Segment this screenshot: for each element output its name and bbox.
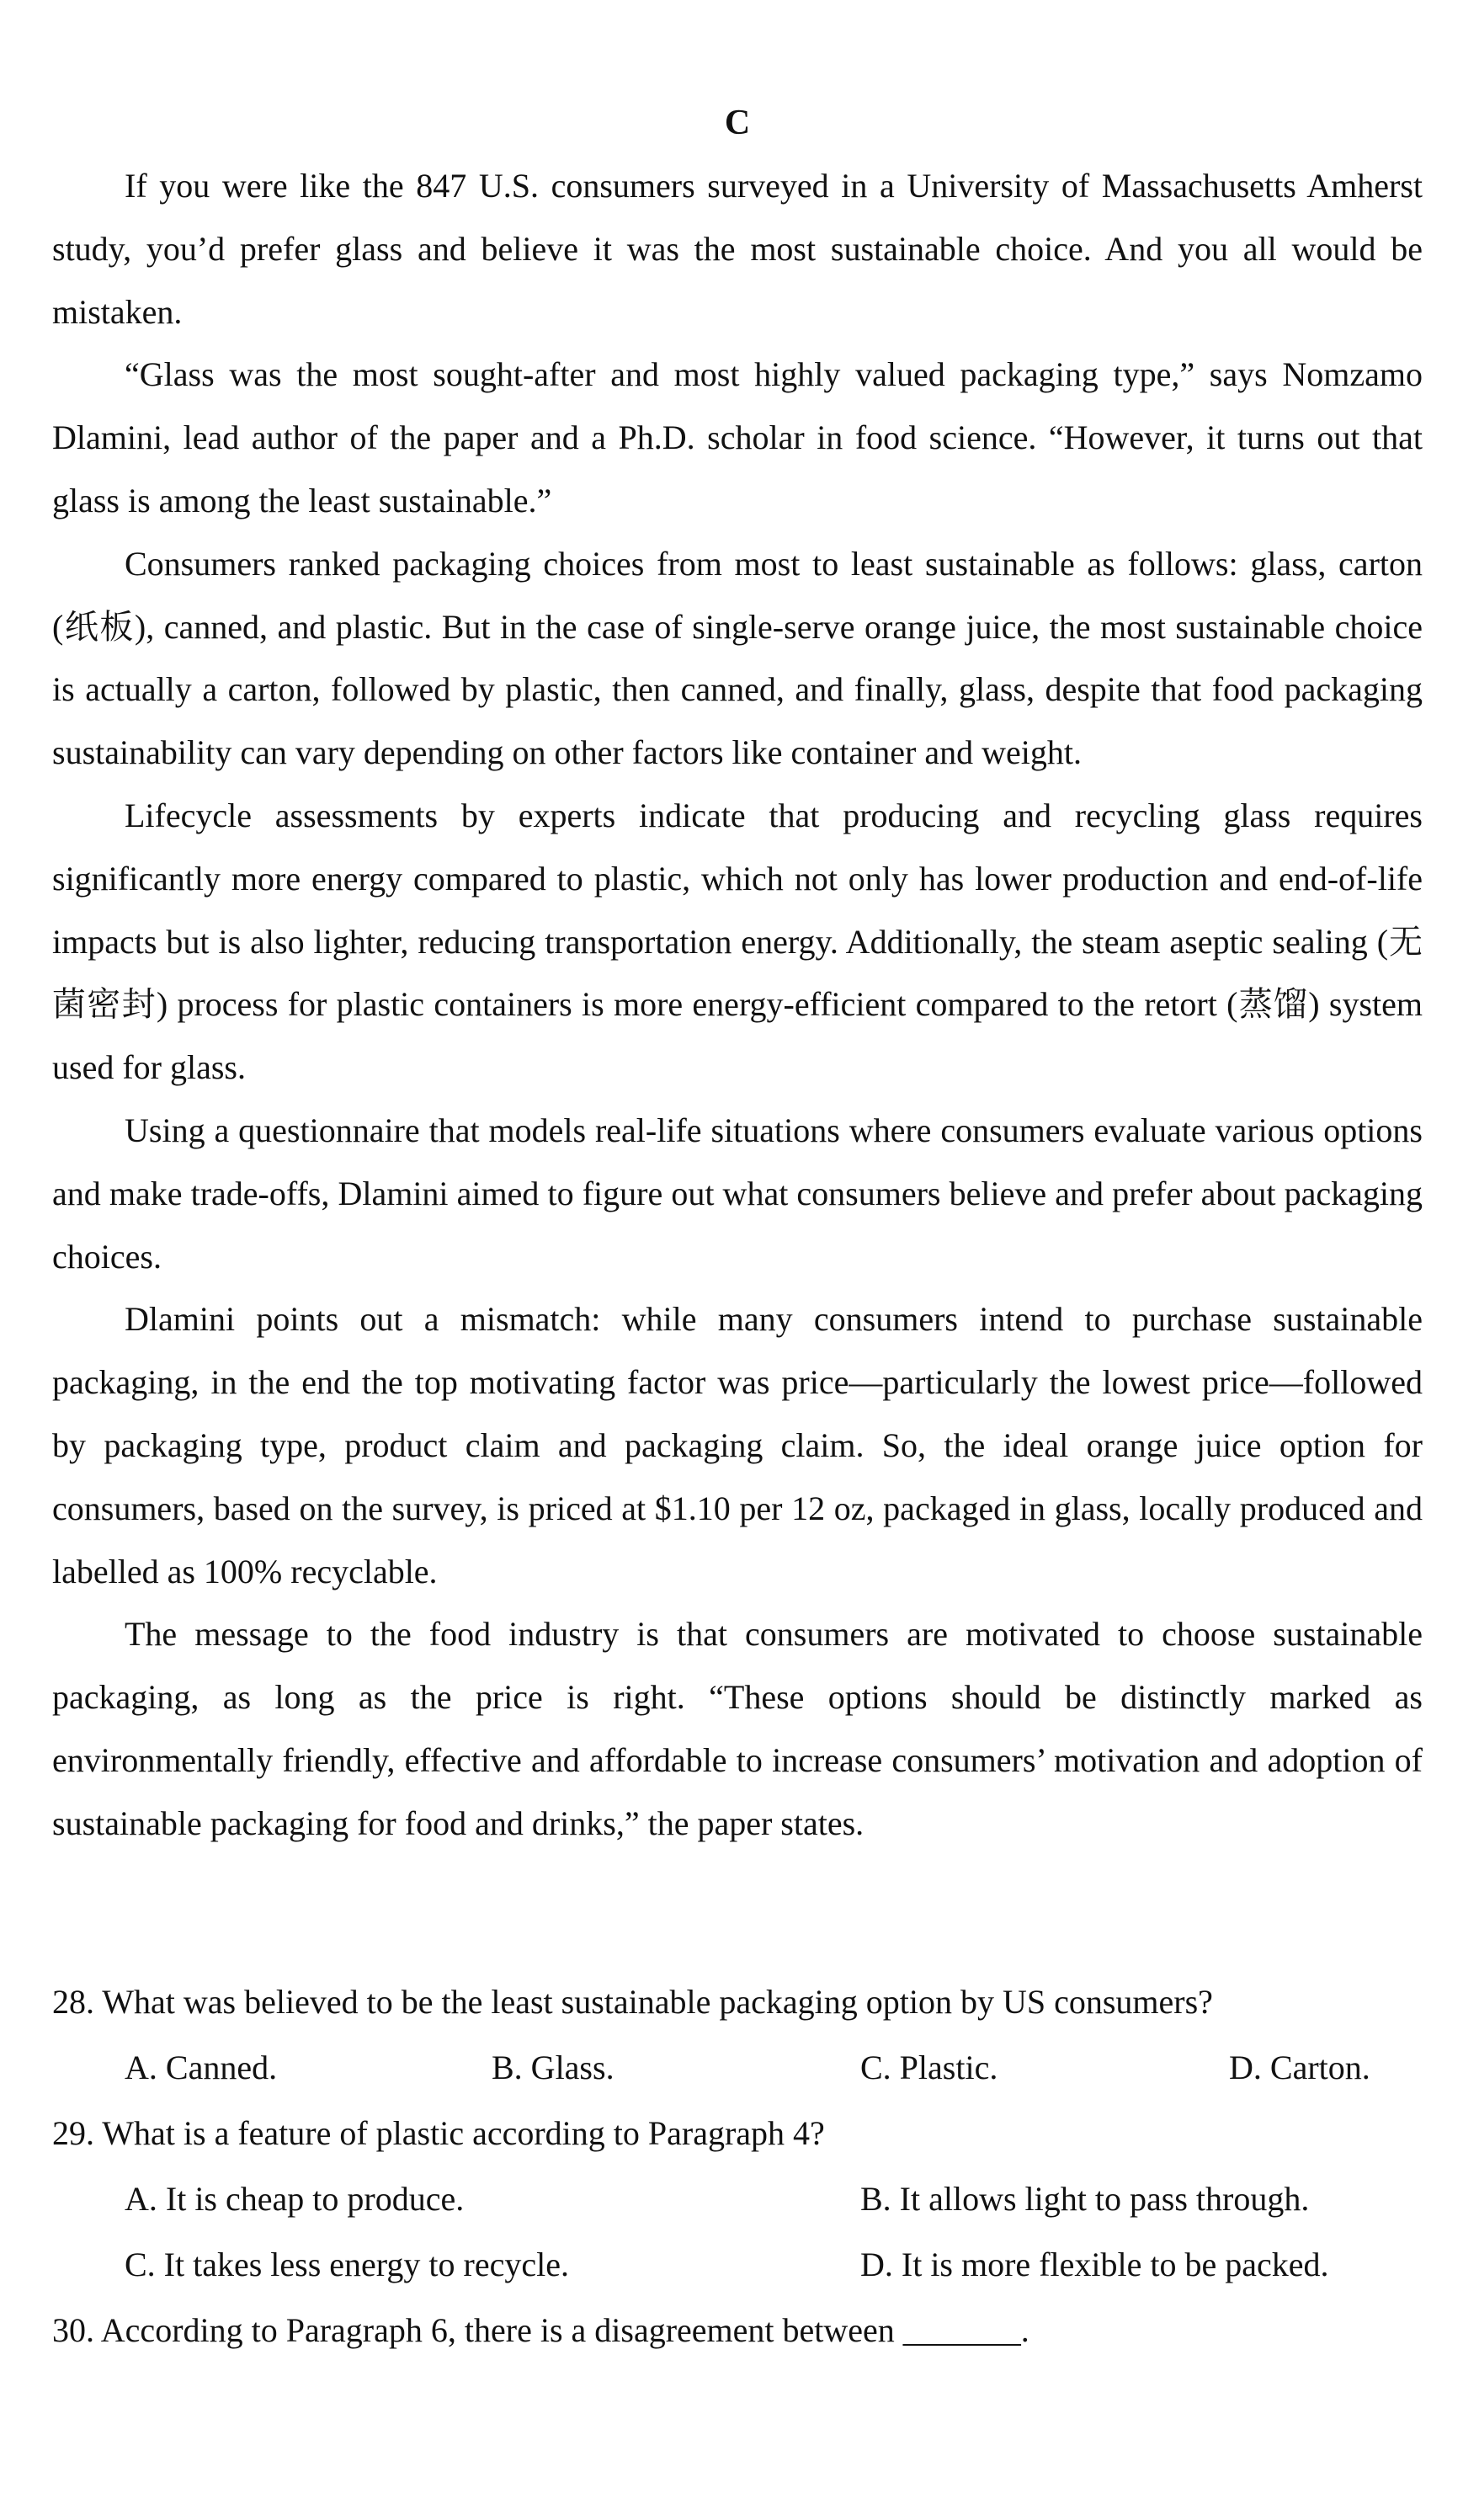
passage-paragraph-4: Lifecycle assessments by experts indicate that producing and recycling glass requires significantly more energy compared to plastic, which not only has lower production and end-of-life impacts but is also lighter, reducing transportation energy. Additionally, the steam aseptic sealing (无菌密封) process for plastic containers is more energy-efficient compared to the retort (蒸馏) system used for glass.: [52, 796, 1423, 1087]
question-29-option-c: C. It takes less energy to recycle.: [125, 2246, 569, 2283]
passage-paragraph-5: Using a questionnaire that models real-life situations where consumers evaluate various options and make trade-offs, Dlamini aimed to figure out what consumers believe and prefer about packaging choices.: [52, 1111, 1423, 1276]
question-29-option-a: A. It is cheap to produce.: [125, 2180, 465, 2218]
question-29-options-row-1: [52, 2166, 1423, 2232]
question-30-stem: 30. According to Paragraph 6, there is a disagreement between _______.: [52, 2311, 1029, 2349]
passage-paragraph-2: “Glass was the most sought-after and most highly valued packaging type,” says Nomzamo Dlamini, lead author of the paper and a Ph.D. scholar in food science. “However, it turns out that glass is among the least sustainable.”: [52, 355, 1423, 519]
question-list: [52, 1969, 1423, 2363]
passage-paragraph-1: If you were like the 847 U.S. consumers surveyed in a University of Massachusetts Amherst study, you’d prefer glass and believe it was the most sustainable choice. And you all would be mistaken.: [52, 167, 1423, 331]
question-28-option-a: A. Canned.: [125, 2048, 278, 2086]
question-29-stem: 29. What is a feature of plastic according to Paragraph 4?: [52, 2114, 825, 2152]
passage-paragraph-6: Dlamini points out a mismatch: while many consumers intend to purchase sustainable packaging, in the end the top motivating factor was price—particularly the lowest price—followed by packaging type, product claim and packaging claim. So, the ideal orange juice option for consumers, based on the survey, is priced at $1.10 per 12 oz, packaged in glass, locally produced and labelled as 100% recyclable.: [52, 1300, 1423, 1590]
question-28-option-c: C. Plastic.: [860, 2048, 998, 2086]
question-29-option-b: B. It allows light to pass through.: [860, 2180, 1310, 2218]
question-28-options: [52, 2035, 1423, 2101]
question-29-options-row-2: [52, 2232, 1423, 2298]
question-28-option-b: B. Glass.: [492, 2048, 614, 2086]
passage-paragraph-3: Consumers ranked packaging choices from most to least sustainable as follows: glass, carton (纸板), canned, and plastic. But in the case of single-serve orange juice, the most sustainable choice is actually a carton, followed by plastic, then canned, and finally, glass, despite that food packaging sustainability can vary depending on other factors like container and weight.: [52, 544, 1423, 772]
reading-passage: [52, 155, 1423, 1856]
question-29-option-d: D. It is more flexible to be packed.: [860, 2246, 1329, 2283]
question-28-option-d: D. Carton.: [1229, 2048, 1370, 2086]
question-28-stem: 28. What was believed to be the least sustainable packaging option by US consumers?: [52, 1983, 1213, 2021]
passage-paragraph-7: The message to the food industry is that consumers are motivated to choose sustainable packaging, as long as the price is right. “These options should be distinctly marked as environmentally friendly, effective and affordable to increase consumers’ motivation and adoption of sustainable packaging for food and drinks,” the paper states.: [52, 1615, 1423, 1842]
section-title: C: [724, 104, 751, 142]
